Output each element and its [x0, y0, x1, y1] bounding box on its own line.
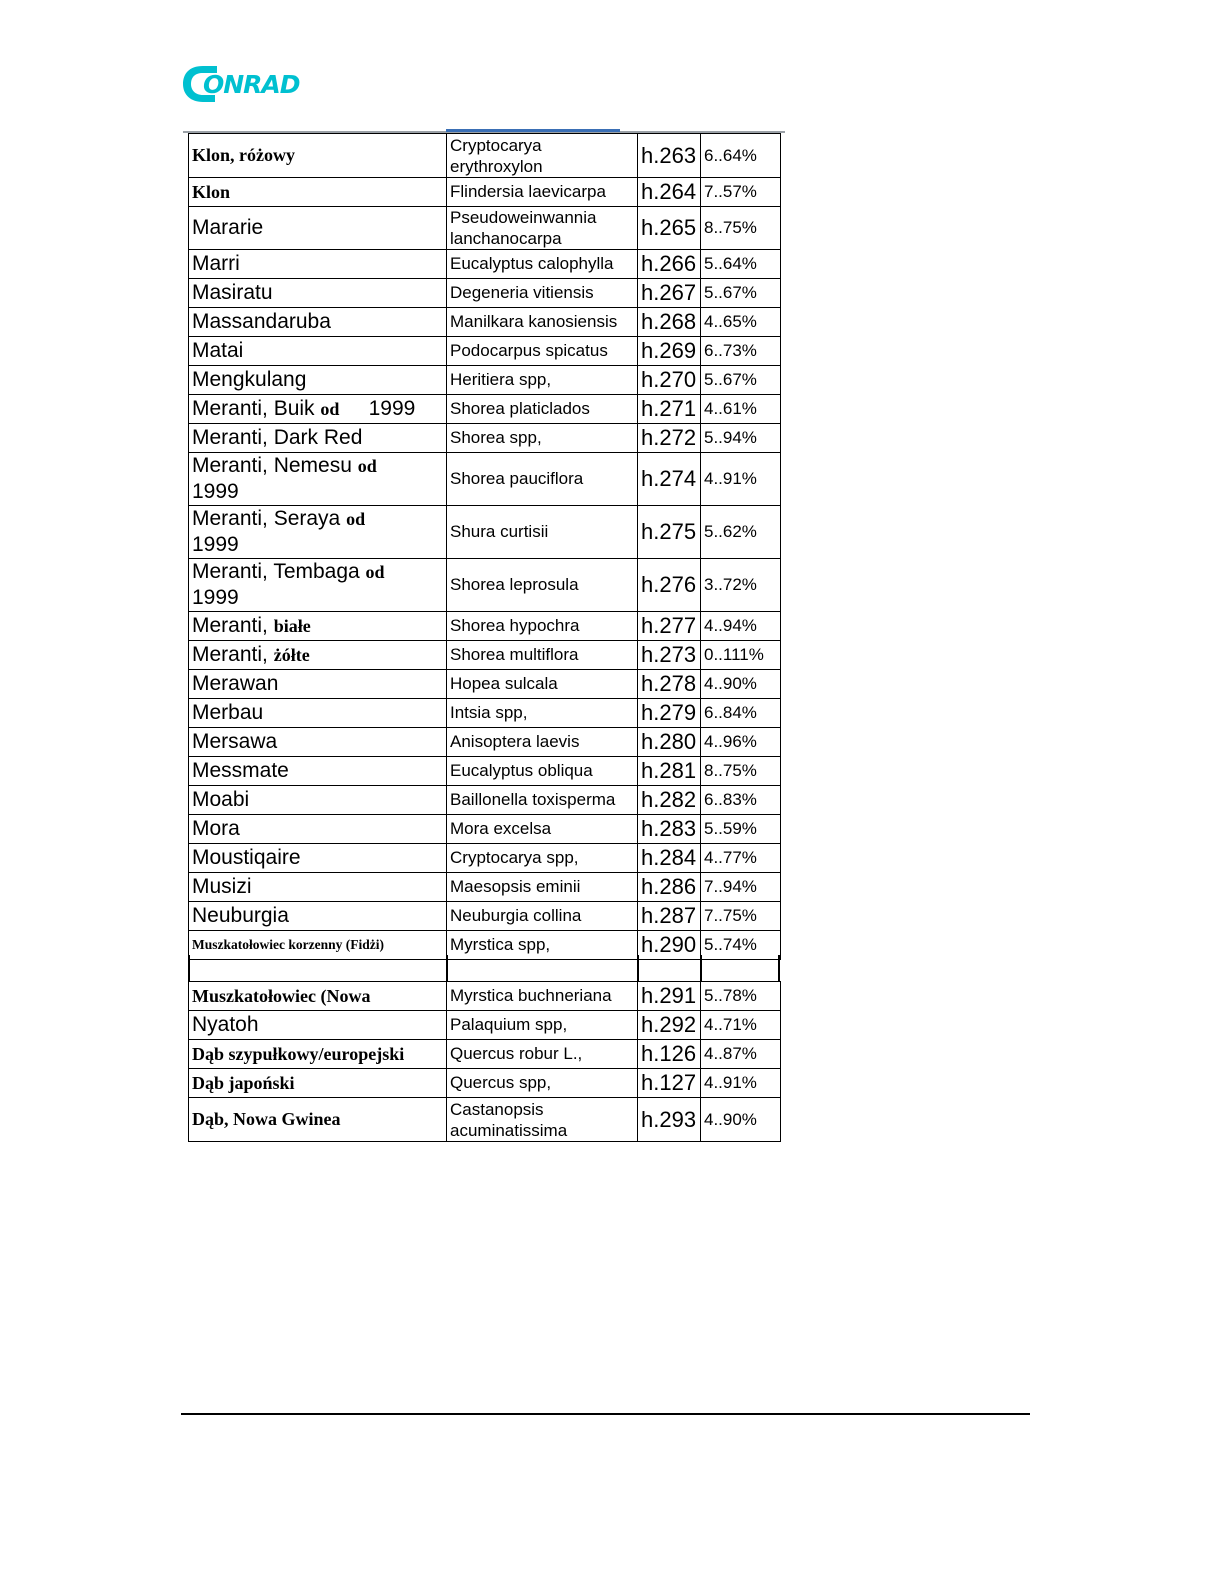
latin-name: Shorea multiflora	[447, 641, 638, 670]
latin-name: Hopea sulcala	[447, 670, 638, 699]
table-row	[189, 559, 781, 612]
common-name-cell	[189, 1040, 447, 1069]
latin-name: Eucalyptus calophylla	[447, 250, 638, 279]
table-row	[189, 279, 781, 308]
common-name-cell	[189, 308, 447, 337]
code-value: h.287	[638, 902, 701, 931]
code-value: h.272	[638, 424, 701, 453]
table-row	[189, 1098, 781, 1142]
common-name: Meranti,	[192, 614, 268, 637]
wood-species-table-part-2	[188, 981, 781, 1142]
common-name-cell	[189, 366, 447, 395]
table-row	[189, 134, 781, 178]
logo-text: ONRAD	[203, 70, 300, 99]
latin-name: Shorea pauciflora	[447, 453, 638, 506]
moisture-range: 5..94%	[701, 424, 781, 453]
common-name: Musizi	[192, 875, 252, 898]
table-row	[189, 728, 781, 757]
common-name-cell	[189, 1098, 447, 1142]
code-value: h.286	[638, 873, 701, 902]
code-value: h.263	[638, 134, 701, 178]
common-name-cell	[189, 1069, 447, 1098]
moisture-range: 5..67%	[701, 279, 781, 308]
common-name-cell	[189, 207, 447, 250]
since-year: 1999	[192, 586, 239, 609]
table-row	[189, 815, 781, 844]
code-value: h.284	[638, 844, 701, 873]
code-value: h.270	[638, 366, 701, 395]
table-row	[189, 424, 781, 453]
moisture-range: 4..94%	[701, 612, 781, 641]
moisture-range: 4..77%	[701, 844, 781, 873]
common-name: Dąb szypułkowy/europejski	[192, 1043, 405, 1064]
common-name-cell	[189, 395, 447, 424]
latin-name: Quercus spp,	[447, 1069, 638, 1098]
common-name-cell	[189, 641, 447, 670]
table-row	[189, 641, 781, 670]
latin-name: Eucalyptus obliqua	[447, 757, 638, 786]
moisture-range: 4..91%	[701, 1069, 781, 1098]
table-row	[189, 207, 781, 250]
moisture-range: 5..74%	[701, 931, 781, 960]
common-name-polish: białe	[273, 616, 311, 636]
moisture-range: 4..61%	[701, 395, 781, 424]
latin-name: Shorea hypochra	[447, 612, 638, 641]
moisture-range: 8..75%	[701, 207, 781, 250]
table-row	[189, 982, 781, 1011]
moisture-range: 6..83%	[701, 786, 781, 815]
table-row	[189, 786, 781, 815]
latin-name: Mora excelsa	[447, 815, 638, 844]
latin-name: Myrstica buchneriana	[447, 982, 638, 1011]
common-name-cell	[189, 902, 447, 931]
moisture-range: 0..111%	[701, 641, 781, 670]
moisture-range: 5..62%	[701, 506, 781, 559]
code-value: h.273	[638, 641, 701, 670]
common-name-cell	[189, 786, 447, 815]
common-name-cell	[189, 612, 447, 641]
code-value: h.290	[638, 931, 701, 960]
page-break-strip	[188, 955, 780, 981]
common-name-cell	[189, 337, 447, 366]
common-name-cell	[189, 134, 447, 178]
common-name-cell	[189, 1011, 447, 1040]
code-value: h.126	[638, 1040, 701, 1069]
moisture-range: 4..90%	[701, 1098, 781, 1142]
common-name-cell	[189, 757, 447, 786]
table-row	[189, 337, 781, 366]
wood-species-table-part-1	[188, 133, 781, 960]
common-name: Moustiqaire	[192, 846, 301, 869]
table-row	[189, 178, 781, 207]
table-row	[189, 1069, 781, 1098]
common-name: Matai	[192, 339, 244, 362]
common-name: Meranti, Tembaga	[192, 560, 360, 583]
common-name: Dąb, Nowa Gwinea	[192, 1109, 341, 1129]
conrad-logo	[181, 62, 323, 104]
latin-name: Manilkara kanosiensis	[447, 308, 638, 337]
latin-name: Heritiera spp,	[447, 366, 638, 395]
table-row	[189, 757, 781, 786]
table-row	[189, 612, 781, 641]
latin-name: Castanopsis acuminatissima	[447, 1098, 638, 1142]
common-name: Neuburgia	[192, 904, 289, 927]
code-value: h.293	[638, 1098, 701, 1142]
since-year: 1999	[192, 480, 239, 503]
common-name: Dąb japoński	[192, 1072, 295, 1093]
latin-name: Intsia spp,	[447, 699, 638, 728]
moisture-range: 4..96%	[701, 728, 781, 757]
common-name: Klon	[192, 181, 231, 202]
common-name-cell	[189, 453, 447, 506]
code-value: h.278	[638, 670, 701, 699]
code-value: h.266	[638, 250, 701, 279]
table-row	[189, 670, 781, 699]
table-row	[189, 506, 781, 559]
latin-name: Shorea platiclados	[447, 395, 638, 424]
code-value: h.277	[638, 612, 701, 641]
latin-name: Cryptocarya erythroxylon	[447, 134, 638, 178]
common-name: Meranti, Nemesu	[192, 454, 352, 477]
code-value: h.282	[638, 786, 701, 815]
table-row	[189, 1011, 781, 1040]
common-name: Moabi	[192, 788, 250, 811]
table-row	[189, 844, 781, 873]
common-name: Massandaruba	[192, 310, 331, 333]
code-value: h.269	[638, 337, 701, 366]
code-value: h.275	[638, 506, 701, 559]
common-name-cell	[189, 178, 447, 207]
latin-name: Pseudoweinwannia lanchanocarpa	[447, 207, 638, 250]
common-name-cell	[189, 982, 447, 1011]
moisture-range: 6..64%	[701, 134, 781, 178]
latin-name: Shorea spp,	[447, 424, 638, 453]
moisture-range: 5..78%	[701, 982, 781, 1011]
table-row	[189, 250, 781, 279]
since-year: 1999	[192, 533, 239, 556]
code-value: h.279	[638, 699, 701, 728]
latin-name: Quercus robur L.,	[447, 1040, 638, 1069]
common-name-cell	[189, 279, 447, 308]
common-name: Mora	[192, 817, 240, 840]
common-name-cell	[189, 424, 447, 453]
common-name: Muszkatołowiec korzenny (Fidżi)	[192, 937, 384, 952]
code-value: h.292	[638, 1011, 701, 1040]
code-value: h.265	[638, 207, 701, 250]
common-name: Meranti,	[192, 643, 268, 666]
latin-name: Palaquium spp,	[447, 1011, 638, 1040]
common-name-cell	[189, 559, 447, 612]
moisture-range: 6..73%	[701, 337, 781, 366]
moisture-range: 4..71%	[701, 1011, 781, 1040]
since-year: 1999	[368, 397, 416, 420]
moisture-range: 7..94%	[701, 873, 781, 902]
code-value: h.127	[638, 1069, 701, 1098]
latin-name: Maesopsis eminii	[447, 873, 638, 902]
common-name-cell	[189, 728, 447, 757]
table-row	[189, 902, 781, 931]
since-label: od	[346, 509, 366, 529]
code-value: h.267	[638, 279, 701, 308]
common-name: Klon, różowy	[192, 145, 295, 165]
moisture-range: 7..57%	[701, 178, 781, 207]
common-name: Merawan	[192, 672, 279, 695]
common-name-cell	[189, 873, 447, 902]
moisture-range: 8..75%	[701, 757, 781, 786]
table-row	[189, 453, 781, 506]
table-row	[189, 308, 781, 337]
since-label: od	[320, 399, 340, 419]
moisture-range: 4..91%	[701, 453, 781, 506]
moisture-range: 6..84%	[701, 699, 781, 728]
table-row	[189, 1040, 781, 1069]
latin-name: Podocarpus spicatus	[447, 337, 638, 366]
moisture-range: 5..64%	[701, 250, 781, 279]
latin-name: Shura curtisii	[447, 506, 638, 559]
code-value: h.274	[638, 453, 701, 506]
common-name: Mersawa	[192, 730, 278, 753]
common-name: Muszkatołowiec (Nowa	[192, 985, 371, 1006]
moisture-range: 4..87%	[701, 1040, 781, 1069]
common-name-cell	[189, 699, 447, 728]
code-value: h.280	[638, 728, 701, 757]
latin-name: Myrstica spp,	[447, 931, 638, 960]
top-rule-blue	[446, 129, 620, 132]
moisture-range: 7..75%	[701, 902, 781, 931]
latin-name: Shorea leprosula	[447, 559, 638, 612]
common-name-polish: żółte	[273, 645, 310, 665]
table-row	[189, 395, 781, 424]
latin-name: Flindersia laevicarpa	[447, 178, 638, 207]
latin-name: Neuburgia collina	[447, 902, 638, 931]
code-value: h.283	[638, 815, 701, 844]
common-name: Mararie	[192, 216, 264, 239]
common-name-cell	[189, 670, 447, 699]
common-name: Meranti, Seraya	[192, 507, 341, 530]
moisture-range: 5..67%	[701, 366, 781, 395]
table-row	[189, 699, 781, 728]
moisture-range: 4..90%	[701, 670, 781, 699]
common-name: Meranti, Dark Red	[192, 426, 363, 449]
latin-name: Anisoptera laevis	[447, 728, 638, 757]
common-name: Marri	[192, 252, 240, 275]
common-name: Messmate	[192, 759, 289, 782]
code-value: h.271	[638, 395, 701, 424]
moisture-range: 3..72%	[701, 559, 781, 612]
latin-name: Degeneria vitiensis	[447, 279, 638, 308]
moisture-range: 4..65%	[701, 308, 781, 337]
code-value: h.281	[638, 757, 701, 786]
latin-name: Cryptocarya spp,	[447, 844, 638, 873]
common-name: Mengkulang	[192, 368, 307, 391]
code-value: h.291	[638, 982, 701, 1011]
common-name-cell	[189, 506, 447, 559]
code-value: h.276	[638, 559, 701, 612]
code-value: h.268	[638, 308, 701, 337]
table-row	[189, 873, 781, 902]
code-value: h.264	[638, 178, 701, 207]
latin-name: Baillonella toxisperma	[447, 786, 638, 815]
footer-rule	[181, 1413, 1030, 1415]
since-label: od	[365, 562, 385, 582]
common-name: Nyatoh	[192, 1013, 259, 1036]
since-label: od	[357, 456, 377, 476]
common-name: Masiratu	[192, 281, 273, 304]
moisture-range: 5..59%	[701, 815, 781, 844]
common-name-cell	[189, 250, 447, 279]
table-row	[189, 366, 781, 395]
common-name: Meranti, Buik	[192, 397, 315, 420]
common-name-cell	[189, 815, 447, 844]
common-name: Merbau	[192, 701, 264, 724]
common-name-cell	[189, 844, 447, 873]
